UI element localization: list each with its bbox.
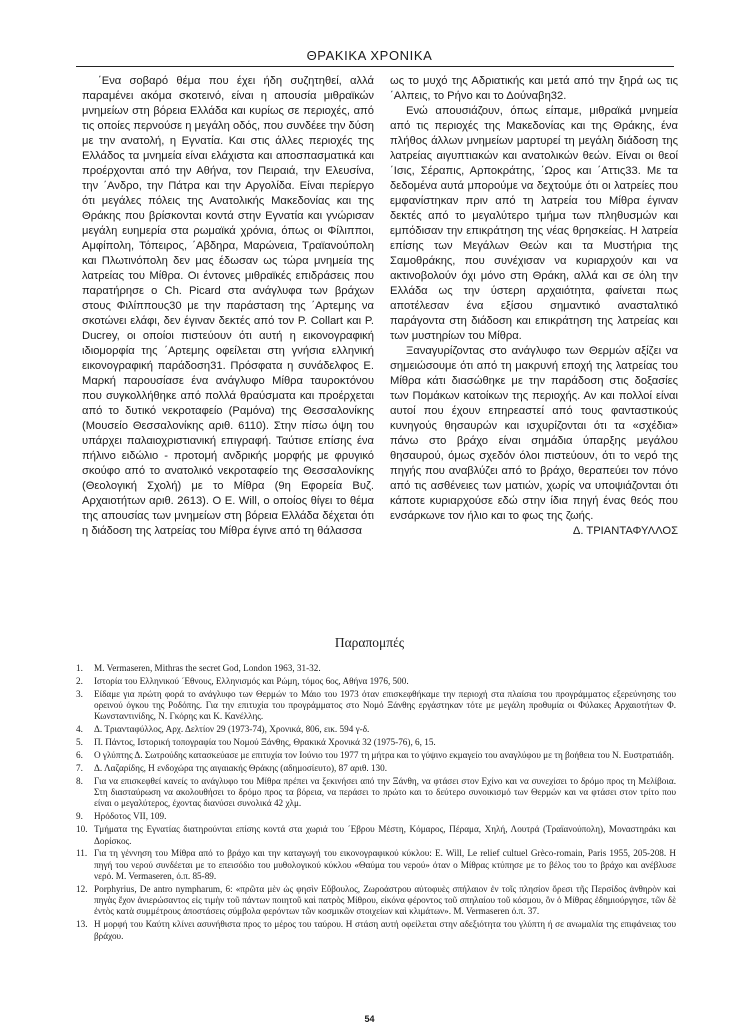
references-list	[76, 663, 676, 944]
paragraph: Ενώ απουσιάζουν, όπως είπαμε, μιθραϊκά μνημεία από τις περιοχές της Μακεδονίας και της Θράκης, ένα πλήθος άλλων μνημείων μαρτυρεί τη μεγάλη διάδοση της λατρείας αιγυπτιακών και ανατολικών θεών. Είναι οι θεοί ΄Ισις, Σέραπις, Αρποκράτης, ΄Ωρος και ΄Αττις33. Με τα δεδομένα αυτά μπορούμε να δεχτούμε ότι οι λατρείες που εμφανίστηκαν πριν από τη λατρεία του Μίθρα έγιναν δεκτές από το μεγαλύτερο τμήμα των πληθυσμών και εμπόδισαν την επικράτηση της νέας θρησκείας. Η λατρεία επίσης των Μεγάλων Θεών και τα Μυστήρια της Σαμοθράκης, που συνέχισαν να κυριαρχούν και να ακτινοβολούν όχι μόνο στη Θράκη, αλλά και σε όλη την Ελλάδα ως την ύστερη αρχαιότητα, φαίνεται πως αποτέλεσαν ένα εξίσου σημαντικό ανασταλτικό παράγοντα στη διάδοση και επικράτηση της λατρείας και των μυστηρίων του Μίθρα.	[390, 105, 678, 342]
reference-item	[76, 763, 676, 774]
paragraph: ως το μυχό της Αδριατικής και μετά από την ξηρά ως τις ΄Αλπεις, το Ρήνο και το Δούναβη32.	[390, 75, 678, 102]
paragraph: Ξαναγυρίζοντας στο ανάγλυφο των Θερμών αξίζει να σημειώσουμε ότι από τη μακρυνή εποχή της λατρείας του Μίθρα κάτι διασώθηκε με την παράδοση στις δοξασίες των Πομάκων κατοίκων της περιοχής. Αν και πολλοί είναι αυτοί που έχουν επηρεαστεί από τους φανταστικούς κυνηγούς θησαυρών και ισχυρίζονται ότι τα «σχέδια» πάνω στο βράχο είναι σημάδια ύπαρξης μεγάλου θησαυρού, όμως σχεδόν όλοι πιστεύουν, ότι το νερό της πηγής που αναβλύζει από το βράχο, θεραπεύει τον πόνο από τις ασθένειες των ματιών, χωρίς να υποψιάζονται ότι κάποτε κυριαρχούσε εδώ στην ίδια πηγή ένας θεός που ενσάρκωνε τον ήλιο και το φως της ζωής.	[390, 345, 678, 522]
reference-number: 6.	[76, 750, 83, 761]
reference-text: Π. Πάντος, Ιστορική τοπογραφία του Νομού Ξάνθης, Θρακικά Χρονικά 32 (1975-76), 6, 15.	[94, 737, 436, 748]
reference-number: 2.	[76, 675, 83, 686]
reference-item	[76, 689, 676, 723]
reference-text: Ιστορία του Ελληνικού ΄Εθνους, Ελληνισμός και Ρώμη, τόμος 6ος, Αθήνα 1976, 500.	[94, 675, 409, 686]
reference-item	[76, 776, 676, 810]
reference-number: 3.	[76, 688, 83, 699]
reference-item	[76, 919, 676, 942]
reference-number: 11.	[76, 848, 88, 859]
reference-text: Ο γλύπτης Δ. Σωτρούδης κατασκεύασε με επιτυχία τον Ιούνιο του 1977 τη μήτρα και το γύψινο εκμαγείο του αναγλύφου με τη βοήθεια του Ν. Ευστρατιάδη.	[94, 750, 674, 761]
reference-item	[76, 750, 676, 761]
reference-number: 1.	[76, 663, 83, 673]
reference-item	[76, 737, 676, 748]
reference-text: Για να επισκεφθεί κανείς το ανάγλυφο του Μίθρα πρέπει να ξεκινήσει από την Ξάνθη, να φτάσει στον Εχίνο και να συνεχίσει το δρόμο προς τη Μελίβοια. Στη διασταύρωση να ακολουθήσει το δρόμο προς τα βόρεια, να περάσει το πρώτο και το δεύτερο συνοικισμό των Θερμών και να φτάσει στον τρίτο που είναι ο μεγαλύτερος, έχοντας διανύσει συνολικά 42 χλμ.	[94, 775, 676, 809]
right-column	[390, 74, 678, 539]
reference-number: 8.	[76, 775, 83, 786]
reference-number: 10.	[76, 824, 88, 835]
reference-text: Δ. Τριανταφύλλος, Αρχ. Δελτίον 29 (1973-74), Χρονικά, 806, εικ. 594 γ-δ.	[94, 724, 370, 735]
reference-text: Είδαμε για πρώτη φορά το ανάγλυφο των Θερμών το Μάιο του 1973 όταν επισκεφθήκαμε την περιοχή στα πλαίσια του προγράμματος εξερεύνησης του ορεινού όγκου της Ροδόπης. Για την επιτυχία του προγράμματος στο Νομό Ξάνθης εργάστηκαν τότε με μεγάλη προθυμία οι Φύλακες Αρχαιοτήτων Φ. Κωνσταντινίδης, Ν. Γκόρης και Κ. Κανέλλης.	[94, 688, 676, 722]
reference-item	[76, 824, 676, 847]
page-number: 54	[364, 1014, 375, 1024]
reference-item	[76, 811, 676, 822]
reference-number: 12.	[76, 883, 88, 894]
reference-number: 9.	[76, 811, 83, 822]
paragraph: ΄Ενα σοβαρό θέμα που έχει ήδη συζητηθεί, αλλά παραμένει ακόμα σκοτεινό, είναι η απουσία μιθραϊκών μνημείων στη βόρεια Ελλάδα και κυρίως σε περιοχές, από τις οποίες περνούσε η μεγάλη οδός, που συνδέεε την δύση με την ανατολή, η Εγνατία. Και στις άλλες περιοχές της Ελλάδος τα μνημεία είναι ελάχιστα και αποσπασματικά και προέρχονται από την Αθήνα, τον Πειραιά, την Ελευσίνα, την ΄Ανδρο, την Πάτρα και την Αργολίδα. Είναι περίεργο ότι μεγάλες πόλεις της Ανατολικής Μακεδονίας και της Θράκης που βρίσκονται κοντά στην Εγνατία και γνώρισαν μεγάλη ευημερία στα ρωμαϊκά χρόνια, όπως οι Φίλιπποι, Αμφίπολη, Τόπειρος, ΄Αβδηρα, Μαρώνεια, Τραϊανούπολη και Πλωτινόπολη δεν μας έδωσαν ως τώρα μνημεία της λατρείας του Μίθρα. Οι έντονες μιθραϊκές επιδράσεις που παρατήρησε ο Ch. Picard στα ανάγλυφα των βράχων στους Φιλίππους30 με την παράσταση της ΄Αρτεμης να σκοτώνει ελάφι, δεν έγιναν δεκτές από τον P. Collart και P. Ducrey, οι οποίοι πιστεύουν ότι αυτή η εικονογραφική ιδιομορφία της ΄Αρτεμης οφείλεται στη γνήσια ελληνική εικονογραφική παράδοση31. Πρόσφατα η συνάδελφος Ε. Μαρκή παρουσίασε ένα ανάγλυφο Μίθρα ταυροκτόνου που συγκολλήθηκε από πολλά θραύσματα και προέρχεται από το δυτικό νεκροταφείο (Ραμόνα) της Θεσσαλονίκης (Μουσείο Θεσσαλονίκης αριθ. 6110). Στην πίσω όψη του υπάρχει παλαιοχριστιανική επιγραφή. Ταύτισε επίσης ένα πήλινο ειδώλιο - προτομή ανδρικής μορφής με φρυγικό σκούφο από το ανατολικό νεκροταφείο της Θεσσαλονίκης (Θεολογική Σχολή) με το Μίθρα (9η Εφορεία Βυζ. Αρχαιοτήτων αριθ. 2613). Ο E. Will, ο οποίος θίγει το θέμα της απουσίας των μνημείων στη βόρεια Ελλάδα δέχεται ότι η διάδοση της λατρείας του Μίθρα έγινε από τη θάλασσα	[82, 75, 374, 537]
reference-text: Porphyrius, De antro nympharum, 6: «πρῶτα μὲν ὡς φησὶν Εὔβουλος, Ζωροάστρου αὐτοφυὲς σπήλαιον ἐν τοῖς πλησίον ὄρεσι τῆς Περσίδος ἀνθηρὸν καὶ πηγὰς ἔχον ἀνιερώσαντος εἰς τιμὴν τοῦ πάντων ποιητοῦ καὶ πατρὸς Μίθρου, εἰκόνα φέροντος τοῦ σπηλαίου τοῦ κόσμου, ὃν ὁ Μίθρας ἐδημιούργησε, τῶν δὲ ἐντὸς κατὰ συμμέτρους ἀποστάσεις σύμβολα φερόντων τῶν κοσμικῶν στοιχείων καὶ κλιμάτων». M. Vermaseren ό.π. 37.	[94, 883, 676, 917]
reference-text: Ηρόδοτος VII, 109.	[94, 811, 167, 822]
reference-number: 7.	[76, 762, 83, 773]
reference-item	[76, 848, 676, 882]
reference-text: Δ. Λαζαρίδης, Η ενδοχώρα της αιγαιακής Θράκης (αδημοσίευτο), 87 αριθ. 130.	[94, 762, 388, 773]
reference-item	[76, 884, 676, 918]
author-signature: Δ. ΤΡΙΑΝΤΑΦΥΛΛΟΣ	[572, 525, 678, 537]
reference-number: 4.	[76, 724, 83, 735]
left-column	[82, 74, 374, 539]
reference-text: Για τη γέννηση του Μίθρα από το βράχο και την καταγωγή του εικονογραφικού κύκλου: E. Will, Le relief cultuel Grèco-romain, Paris 1955, 205-208. Η πηγή του νερού συνδέεται με το επεισόδιο του μυθολογικού κύκλου «Θαύμα του νερού» όταν ο Μίθρας κτύπησε με το βέλος του το βράχο και ανέβλυσε νερό. M. Vermaseren, ό.π. 85-89.	[94, 848, 676, 881]
reference-text: Η μορφή του Καύτη κλίνει ασυνήθιστα προς το μέρος του ταύρου. Η στάση αυτή οφείλεται στην αδεξιότητα του γλύπτη ή σε ανωμαλία της επιφάνειας του βράχου.	[94, 919, 676, 941]
header-rule	[76, 66, 674, 67]
reference-item	[76, 663, 676, 674]
running-header: ΘΡΑΚΙΚΑ ΧΡΟΝΙΚΑ	[306, 48, 433, 63]
reference-number: 5.	[76, 737, 83, 748]
reference-item	[76, 676, 676, 687]
references-heading: Παραπομπές	[334, 635, 405, 650]
reference-text: Τμήματα της Εγνατίας διατηρούνται επίσης κοντά στα χωριά του ΄Εβρου Μέστη, Κόμαρος, Πέραμα, Χηλή, Λουτρά (Τραϊανούπολη), Μοναστηράκι και Δορίσκος.	[94, 824, 676, 846]
reference-item	[76, 724, 676, 735]
reference-number: 13.	[76, 919, 88, 930]
reference-text: M. Vermaseren, Mithras the secret God, London 1963, 31-32.	[94, 663, 321, 673]
